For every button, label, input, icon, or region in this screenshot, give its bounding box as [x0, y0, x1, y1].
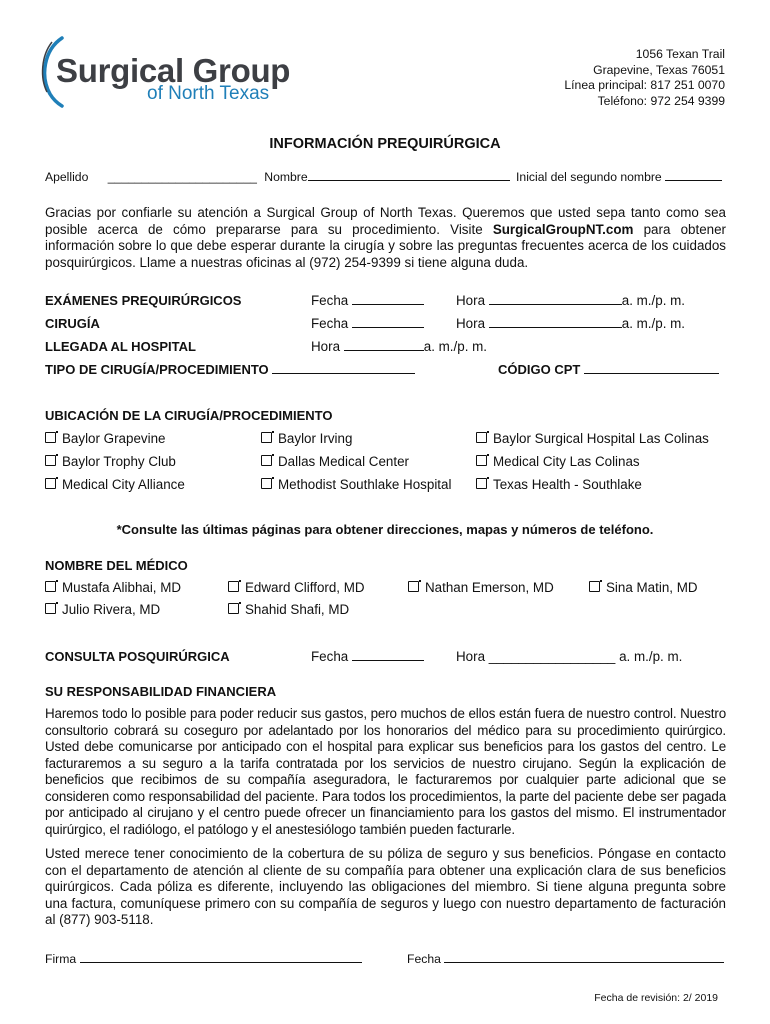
option-label: Sina Matin, MD [606, 580, 698, 595]
examenes-fecha-field[interactable] [352, 304, 424, 305]
nombre-field[interactable] [308, 180, 510, 181]
logo-title: Surgical Group [56, 52, 291, 89]
name-row [45, 170, 722, 184]
option-label: Baylor Trophy Club [62, 454, 176, 469]
fecha-label: Fecha [407, 952, 441, 966]
checkbox[interactable] [261, 432, 272, 443]
ampm-label: a. m./p. m. [619, 649, 683, 664]
apellido-blank[interactable]: ______________________ [107, 170, 257, 184]
llegada-hora-field[interactable] [344, 350, 424, 351]
option-dr-alibhai[interactable] [45, 580, 181, 595]
option-label: Mustafa Alibhai, MD [62, 580, 182, 595]
ampm-label: a. m./p. m. [423, 339, 488, 354]
option-label: Dallas Medical Center [278, 454, 409, 469]
fecha-field[interactable] [444, 962, 724, 963]
checkbox[interactable] [45, 603, 56, 614]
checkbox[interactable] [476, 432, 487, 443]
fecha-label: Fecha [311, 649, 349, 664]
option-dr-clifford[interactable] [228, 580, 365, 595]
option-label: Edward Clifford, MD [245, 580, 365, 595]
option-dr-emerson[interactable] [408, 580, 554, 595]
website-link[interactable]: SurgicalGroupNT.com [492, 221, 634, 237]
firma-label: Firma [45, 952, 77, 966]
intro-text-2: para obtener información sobre lo que debe esperar durante la cirugía y sobre las preguntas frecuentes acerca de los cuidados posquirúrgicos. Llame a nuestras oficinas al (972) 254-9399 si tiene alguna duda. [45, 221, 726, 270]
option-label: Baylor Irving [278, 431, 353, 446]
checkbox[interactable] [45, 455, 56, 466]
checkbox[interactable] [45, 432, 56, 443]
tipo-label: TIPO DE CIRUGÍA/PROCEDIMIENTO [45, 362, 269, 377]
option-dr-matin[interactable] [589, 580, 698, 595]
address-street: 1056 Texan Trail [635, 47, 725, 61]
hora-label: Hora [456, 649, 486, 664]
fecha-label: Fecha [311, 293, 349, 308]
checkbox[interactable] [476, 455, 487, 466]
hora-label: Hora [456, 293, 486, 308]
financiera-paragraph-1: Haremos todo lo posible para poder reducir sus gastos, pero muchos de ellos están fuera de nuestro control. Nuestro consultorio cobrará su coseguro por adelantado por los honorarios del médico para su procedimiento quirúrgico. Usted debe comunicarse por anticipado con el hospital para explicar sus beneficios para los gastos del centro. Le facturaremos a su seguro a la tarifa contratada por los servicios de nuestro cirujano. Según la explicación de beneficios que recibimos de su compañía aseguradora, le facturaremos por cualquier parte adicional que se consideren como responsabilidad del paciente. Para todos los procedimientos, la parte del paciente debe ser pagada por anticipado al cirujano y el centro puede ofrecer un financiamiento para los gastos del mismo. El instrumentador quirúrgico, el radiólogo, el patólogo y el anestesiólogo también pueden facturarle. [45, 706, 726, 837]
medico-heading: NOMBRE DEL MÉDICO [45, 558, 188, 573]
checkbox[interactable] [228, 603, 239, 614]
consulta-fecha [311, 649, 424, 664]
tipo-field[interactable] [272, 373, 415, 374]
option-baylor-trophy-club[interactable] [45, 454, 176, 469]
option-texas-health-southlake[interactable] [476, 477, 642, 492]
option-dallas-medical-center[interactable] [261, 454, 409, 469]
checkbox[interactable] [589, 581, 600, 592]
option-label: Shahid Shafi, MD [245, 602, 350, 617]
consulta-fecha-field[interactable] [352, 660, 424, 661]
option-dr-rivera[interactable] [45, 602, 160, 617]
address-block [564, 47, 725, 109]
main-phone: Línea principal: 817 251 0070 [564, 78, 725, 92]
codigo-row [498, 362, 719, 377]
option-label: Julio Rivera, MD [62, 602, 161, 617]
financiera-paragraph-2: Usted merece tener conocimiento de la cobertura de su póliza de seguro y sus beneficios. Póngase en contacto con el departamento de atención al cliente de su compañía para obtener una explicación clara de sus beneficios quirúrgicos. Cada póliza es diferente, incluyendo las obligaciones del miembro. Si tiene alguna pregunta sobre una factura, comuníquese primero con su compañía de seguros y luego con nuestro departamento de facturación al (877) 903-5118. [45, 846, 726, 927]
nombre-label: Nombre [264, 170, 308, 184]
cirugia-hora [456, 316, 685, 331]
tipo-row [45, 362, 415, 377]
checkbox[interactable] [261, 478, 272, 489]
ampm-label: a. m./p. m. [621, 293, 686, 308]
inicial-label: Inicial del segundo nombre [516, 170, 662, 184]
phone: Teléfono: 972 254 9399 [597, 93, 725, 108]
option-label: Nathan Emerson, MD [425, 580, 554, 595]
option-methodist-southlake[interactable] [261, 477, 451, 492]
option-medical-city-las-colinas[interactable] [476, 454, 640, 469]
cirugia-label: CIRUGÍA [45, 316, 100, 331]
option-label: Baylor Grapevine [62, 431, 166, 446]
checkbox[interactable] [45, 478, 56, 489]
apellido-label: Apellido [45, 170, 89, 184]
address-city: Grapevine, Texas 76051 [593, 62, 725, 77]
llegada-hora [311, 339, 487, 354]
option-label: Medical City Alliance [62, 477, 185, 492]
hora-label: Hora [456, 316, 486, 331]
ampm-label: a. m./p. m. [621, 316, 686, 331]
financiera-heading: SU RESPONSABILIDAD FINANCIERA [45, 684, 277, 699]
consulta-hora-field[interactable]: _________________ [488, 649, 616, 664]
option-label: Medical City Las Colinas [493, 454, 640, 469]
option-label: Methodist Southlake Hospital [278, 477, 452, 492]
intro-paragraph [45, 205, 726, 271]
examenes-hora-field[interactable] [489, 304, 622, 305]
checkbox[interactable] [408, 581, 419, 592]
checkbox[interactable] [476, 478, 487, 489]
fecha-label: Fecha [311, 316, 349, 331]
option-dr-shafi[interactable] [228, 602, 349, 617]
option-baylor-irving[interactable] [261, 431, 352, 446]
examenes-fecha [311, 293, 424, 308]
hora-label: Hora [311, 339, 341, 354]
firma-field[interactable] [80, 962, 362, 963]
consulta-heading: CONSULTA POSQUIRÚRGICA [45, 649, 230, 664]
cirugia-fecha-field[interactable] [352, 327, 424, 328]
cirugia-hora-field[interactable] [489, 327, 622, 328]
examenes-label: EXÁMENES PREQUIRÚRGICOS [45, 293, 242, 308]
examenes-hora [456, 293, 685, 308]
intro-text-1: Gracias por confiarle su atención a Surgical Group of North Texas. Queremos que usted sepa tanto como sea posible acerca de cómo prepararse para su procedimiento. Visite [45, 205, 726, 237]
option-baylor-grapevine[interactable] [45, 431, 165, 446]
page-title: INFORMACIÓN PREQUIRÚRGICA [269, 136, 501, 152]
checkbox[interactable] [228, 581, 239, 592]
option-label: Texas Health - Southlake [493, 477, 642, 492]
firma-row [45, 952, 362, 966]
codigo-field[interactable] [584, 373, 719, 374]
option-label: Baylor Surgical Hospital Las Colinas [493, 431, 709, 446]
checkbox[interactable] [45, 581, 56, 592]
fecha-row [407, 952, 724, 966]
ubicacion-heading: UBICACIÓN DE LA CIRUGÍA/PROCEDIMIENTO [45, 408, 333, 423]
codigo-label: CÓDIGO CPT [498, 362, 581, 377]
checkbox[interactable] [261, 455, 272, 466]
logo-subtitle: of North Texas [147, 83, 270, 104]
consulta-hora [456, 649, 682, 664]
llegada-label: LLEGADA AL HOSPITAL [45, 339, 196, 354]
revision-date: Fecha de revisión: 2/ 2019 [594, 992, 718, 1004]
directions-note: *Consulte las últimas páginas para obtener direcciones, mapas y números de teléfono. [116, 522, 654, 537]
cirugia-fecha [311, 316, 424, 331]
option-medical-city-alliance[interactable] [45, 477, 185, 492]
inicial-field[interactable] [665, 180, 722, 181]
option-baylor-surgical-las-colinas[interactable] [476, 431, 709, 446]
